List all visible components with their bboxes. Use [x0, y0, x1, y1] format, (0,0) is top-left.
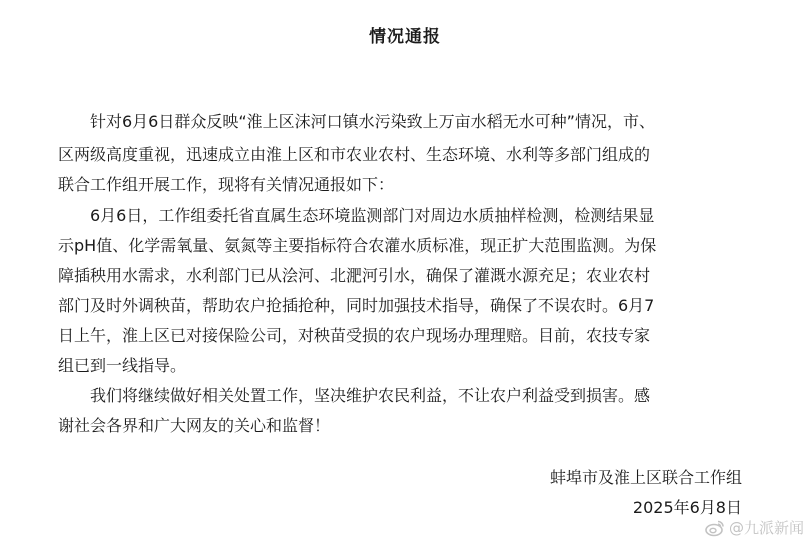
body-line: 6月6日，工作组委托省直属生态环境监测部门对周边水质抽样检测，检测结果显 — [58, 206, 655, 225]
body-line: 示pH值、化学需氧量、氨氮等主要指标符合农灌水质标准，现正扩大范围监测。为保 — [58, 236, 657, 255]
watermark — [705, 517, 804, 538]
body-line: 谢社会各界和广大网友的关心和监督！ — [58, 416, 331, 435]
body-line: 日上午，淮上区已对接保险公司，对秧苗受损的农户现场办理理赔。目前，农技专家 — [58, 326, 651, 345]
notice-date: 2025年6月8日 — [632, 498, 742, 517]
body-line: 障插秧用水需求，水利部门已从浍河、北淝河引水，确保了灌溉水源充足；农业农村 — [58, 266, 651, 285]
body-line: 部门及时外调秧苗，帮助农户抢插抢种，同时加强技术指导，确保了不误农时。6月7 — [58, 296, 655, 315]
signature: 蚌埠市及淮上区联合工作组 — [549, 468, 742, 487]
notice-title: 情况通报 — [369, 27, 441, 47]
weibo-icon — [705, 519, 725, 537]
body-line: 我们将继续做好相关处置工作，坚决维护农民利益，不让农户利益受到损害。感 — [58, 386, 651, 405]
watermark-text: @九派新闻 — [728, 519, 804, 537]
body-line: 区两级高度重视，迅速成立由淮上区和市农业农村、生态环境、水利等多部门组成的 — [58, 145, 651, 164]
body-line: 针对6月6日群众反映“淮上区沫河口镇水污染致上万亩水稻无水可种”情况，市、 — [58, 112, 655, 131]
body-line: 联合工作组开展工作，现将有关情况通报如下： — [58, 175, 395, 194]
body-line: 组已到一线指导。 — [58, 356, 187, 375]
